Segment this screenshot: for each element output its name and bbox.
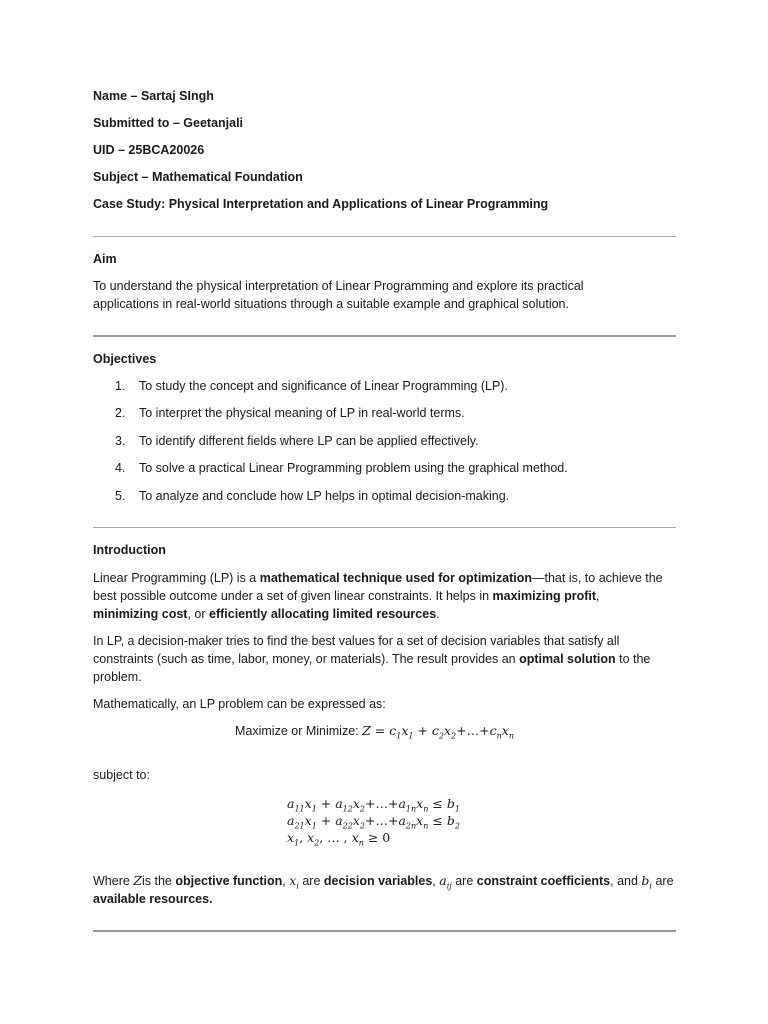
subject-to-label: subject to: — [93, 768, 150, 782]
text-run: —that is, to achieve the — [532, 571, 663, 585]
list-number: 4. — [115, 461, 126, 475]
subject: Subject – Mathematical Foundation — [93, 170, 303, 184]
divider — [93, 236, 676, 237]
list-number: 1. — [115, 379, 126, 393]
list-number: 5. — [115, 489, 126, 503]
text-run: . — [209, 892, 213, 906]
text-run: constraints (such as time, labor, money, or materials). The result provides an — [93, 652, 520, 666]
bold-text-run: minimizing cost — [93, 607, 188, 621]
intro-paragraph-1-line-3 — [93, 605, 683, 623]
list-item — [115, 487, 675, 505]
list-text: To study the concept and significance of Linear Programming (LP). — [139, 379, 508, 393]
text-run: . — [436, 607, 440, 621]
math-symbol: Z — [133, 873, 142, 888]
submitted-to: Submitted to – Geetanjali — [93, 116, 244, 130]
bold-text-run: maximizing profit — [492, 589, 597, 603]
math-symbol: $x_i$ — [289, 873, 299, 891]
constraint-line-2: $a_{21}x_1$ + $a_{22}x_2+\dots+a_{2n}x_n \le b_2$ — [287, 813, 460, 831]
text-run: are — [451, 874, 477, 888]
list-text: To solve a practical Linear Programming problem using the graphical method. — [139, 461, 568, 475]
text-run: , — [432, 874, 440, 888]
bold-text-run: mathematical technique used for optimization — [259, 571, 532, 585]
text-run: Linear Programming (LP) is a — [93, 571, 260, 585]
list-item — [115, 432, 675, 450]
objective-equation: Maximize or Minimize: $Z = c_1x_1$ + $c_2x_2+\dots+c_nx_n$ — [235, 723, 515, 741]
math-symbol: $b_i$ — [641, 873, 652, 891]
intro-paragraph-3: Mathematically, an LP problem can be expressed as: — [93, 697, 386, 711]
divider — [93, 527, 676, 528]
text-run: best possible outcome under a set of given linear constraints. It helps in — [93, 589, 493, 603]
uid: UID – 25BCA20026 — [93, 143, 205, 157]
bold-text-run: objective function — [175, 874, 283, 888]
equation-prefix: Maximize or Minimize: — [235, 724, 363, 738]
aim-text-line-1: To understand the physical interpretation of Linear Programming and explore its practical — [93, 279, 584, 293]
text-run: , — [282, 874, 290, 888]
bold-text-run: constraint coefficients — [476, 874, 611, 888]
text-run: is the — [141, 874, 176, 888]
divider — [93, 335, 676, 337]
constraint-line-3: $x_1$, $x_2$, … , $x_n \ge 0$ — [287, 830, 391, 848]
where-explanation-line-1 — [93, 872, 683, 890]
text-run: are — [651, 874, 674, 888]
list-text: To analyze and conclude how LP helps in optimal decision-making. — [139, 489, 510, 503]
list-item — [115, 377, 675, 395]
text-run: Where — [93, 874, 134, 888]
intro-paragraph-1-line-2 — [93, 587, 683, 605]
list-number: 2. — [115, 406, 126, 420]
intro-paragraph-1-line-1 — [93, 569, 683, 587]
constraint-line-1: $a_{11}x_1$ + $a_{12}x_2+\dots+a_{1n}x_n \le b_1$ — [287, 796, 460, 814]
list-number: 3. — [115, 434, 126, 448]
aim-heading: Aim — [93, 252, 117, 266]
text-run: , and — [610, 874, 642, 888]
text-run: to the — [615, 652, 651, 666]
bold-text-run: available resources — [93, 892, 210, 906]
student-name: Name – Sartaj SIngh — [93, 89, 214, 103]
list-item — [115, 459, 675, 477]
intro-paragraph-2-line-3: problem. — [93, 670, 142, 684]
text-run: , or — [187, 607, 209, 621]
bold-text-run: efficiently allocating limited resources — [209, 607, 437, 621]
divider — [93, 930, 676, 932]
text-run: are — [298, 874, 324, 888]
math-symbol: $a_{ij}$ — [439, 873, 452, 891]
objectives-heading: Objectives — [93, 352, 157, 366]
list-text: To identify different fields where LP can be applied effectively. — [139, 434, 479, 448]
case-study-title: Case Study: Physical Interpretation and Applications of Linear Programming — [93, 197, 549, 211]
aim-text-line-2: applications in real-world situations through a suitable example and graphical solution. — [93, 297, 569, 311]
introduction-heading: Introduction — [93, 543, 166, 557]
intro-paragraph-2-line-1: In LP, a decision-maker tries to find the best values for a set of decision variables that satisfy all — [93, 634, 620, 648]
bold-text-run: decision variables — [323, 874, 433, 888]
list-text: To interpret the physical meaning of LP in real-world terms. — [139, 406, 465, 420]
bold-text-run: optimal solution — [519, 652, 616, 666]
math-expression: Z — [362, 723, 371, 738]
where-explanation-line-2 — [93, 890, 683, 908]
list-item — [115, 404, 675, 422]
text-run: , — [596, 589, 600, 603]
intro-paragraph-2-line-2 — [93, 650, 683, 668]
